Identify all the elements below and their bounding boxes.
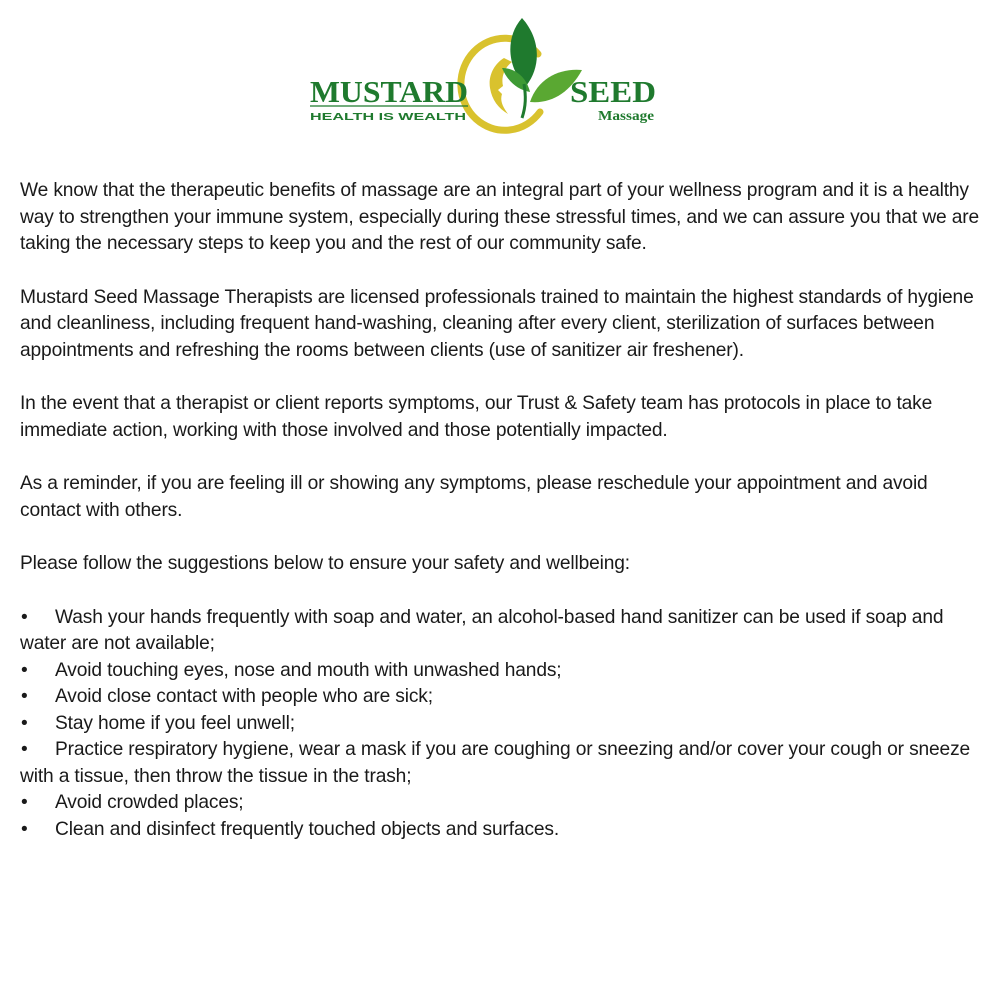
safety-suggestions-list	[20, 605, 980, 844]
logo-word-left: MUSTARD	[310, 74, 468, 109]
list-item-text: Avoid crowded places;	[55, 792, 244, 813]
logo-subtitle: Massage	[598, 109, 654, 124]
list-item-text: Avoid touching eyes, nose and mouth with unwashed hands;	[55, 659, 562, 681]
bullet-icon: •	[21, 818, 28, 840]
list-item	[20, 790, 980, 817]
bullet-icon: •	[21, 792, 28, 813]
list-item	[20, 711, 980, 738]
brand-logo	[308, 14, 658, 144]
notice-body	[20, 178, 980, 843]
hygiene-paragraph: Mustard Seed Massage Therapists are licensed professionals trained to maintain the highest standards of hygiene and cleanliness, including frequent hand-washing, cleaning after every client, sterilization of surfaces between appointments and refreshing the rooms between clients (use of sanitizer air freshener).	[20, 286, 974, 361]
list-item-text: Avoid close contact with people who are sick;	[55, 686, 433, 707]
bullet-icon: •	[21, 712, 28, 734]
list-item	[20, 737, 980, 790]
symptoms-protocol-paragraph: In the event that a therapist or client reports symptoms, our Trust & Safety team has protocols in place to take immediate action, working with those involved and those potentially impacted.	[20, 393, 933, 441]
list-item-text: Wash your hands frequently with soap and water, an alcohol-based hand sanitizer can be used if soap and water are not available;	[20, 606, 944, 654]
reminder-paragraph: As a reminder, if you are feeling ill or showing any symptoms, please reschedule your appointment and avoid contact with others.	[20, 473, 928, 521]
list-item	[20, 684, 980, 711]
list-item-text: Practice respiratory hygiene, wear a mask if you are coughing or sneezing and/or cover your cough or sneeze with a tissue, then throw the tissue in the trash;	[20, 739, 971, 787]
bullet-icon: •	[21, 686, 28, 707]
list-item-text: Stay home if you feel unwell;	[55, 712, 295, 734]
logo-graphic	[308, 14, 658, 144]
logo-tagline: HEALTH IS WEALTH	[310, 112, 466, 123]
bullet-icon: •	[21, 606, 28, 628]
suggestions-intro: Please follow the suggestions below to ensure your safety and wellbeing:	[20, 553, 630, 574]
list-item	[20, 605, 980, 658]
list-item-text: Clean and disinfect frequently touched objects and surfaces.	[55, 818, 560, 840]
bullet-icon: •	[21, 739, 28, 760]
list-item	[20, 817, 980, 844]
logo-word-right: SEED	[570, 74, 656, 109]
bullet-icon: •	[21, 659, 28, 681]
logo-face-profile	[490, 58, 512, 114]
list-item	[20, 658, 980, 685]
intro-paragraph: We know that the therapeutic benefits of massage are an integral part of your wellness program and it is a healthy way to strengthen your immune system, especially during these stressful times, and we can assure you that we are taking the necessary steps to keep you and the rest of our community safe.	[20, 180, 980, 254]
